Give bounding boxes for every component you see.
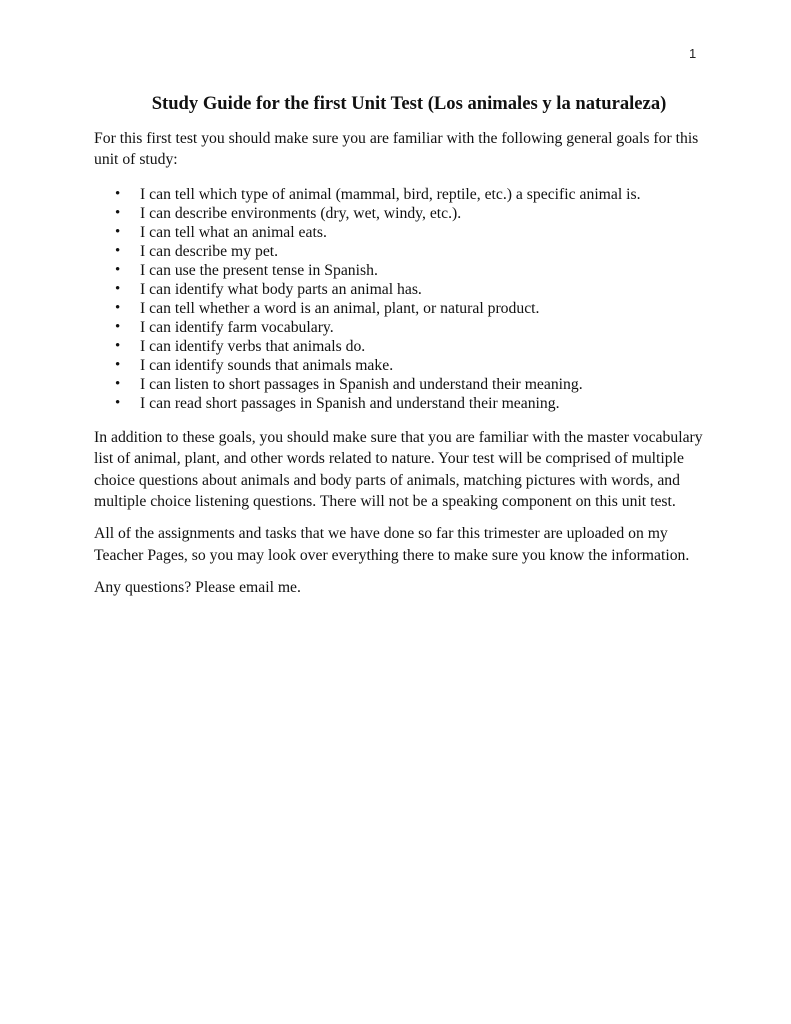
bullet-icon: • (115, 223, 121, 240)
goal-text: I can listen to short passages in Spanish and understand their meaning. (140, 375, 583, 393)
goal-text: I can tell whether a word is an animal, plant, or natural product. (140, 299, 540, 317)
intro-paragraph: For this first test you should make sure you are familiar with the following general goals for this unit of study: (94, 130, 699, 169)
bullet-icon: • (115, 394, 121, 411)
bullet-icon: • (115, 242, 121, 259)
goal-item (94, 318, 704, 337)
document-title: Study Guide for the first Unit Test (Los animales y la naturaleza) (151, 93, 667, 114)
goal-item (94, 204, 704, 223)
goal-text: I can identify farm vocabulary. (140, 318, 334, 336)
goal-text: I can tell which type of animal (mammal, bird, reptile, etc.) a specific animal is. (140, 185, 641, 203)
bullet-icon: • (115, 299, 121, 316)
goal-text: I can describe my pet. (140, 242, 279, 260)
goal-item (94, 375, 704, 394)
goal-text: I can identify what body parts an animal has. (140, 280, 422, 298)
goal-text: I can identify verbs that animals do. (140, 337, 366, 355)
goal-item (94, 356, 704, 375)
goal-text: I can use the present tense in Spanish. (140, 261, 378, 279)
goal-item (94, 185, 704, 204)
bullet-icon: • (115, 375, 121, 392)
vocabulary-paragraph: In addition to these goals, you should make sure that you are familiar with the master vocabulary list of animal, plant, and other words related to nature. Your test will be comprised of multiple choice questions about animals and body parts of animals, matching pictures with words, and multiple choice listening questions. There will not be a speaking component on this unit test. (94, 428, 703, 511)
goal-text: I can tell what an animal eats. (140, 223, 327, 241)
bullet-icon: • (115, 204, 121, 221)
goal-text: I can identify sounds that animals make. (140, 356, 394, 374)
goal-item (94, 242, 704, 261)
page-number: 1 (689, 46, 697, 61)
goal-item (94, 261, 704, 280)
goal-item (94, 394, 704, 413)
bullet-icon: • (115, 185, 121, 202)
goal-item (94, 299, 704, 318)
bullet-icon: • (115, 280, 121, 297)
bullet-icon: • (115, 261, 121, 278)
bullet-icon: • (115, 356, 121, 373)
bullet-icon: • (115, 318, 121, 335)
assignments-paragraph: All of the assignments and tasks that we have done so far this trimester are uploaded on my Teacher Pages, so you may look over everything there to make sure you know the information. (94, 525, 690, 564)
bullet-icon: • (115, 337, 121, 354)
document-body (94, 92, 704, 599)
goal-item (94, 280, 704, 299)
closing-paragraph: Any questions? Please email me. (94, 579, 301, 597)
goal-text: I can describe environments (dry, wet, windy, etc.). (140, 204, 462, 222)
goal-text: I can read short passages in Spanish and understand their meaning. (140, 394, 560, 412)
goal-item (94, 223, 704, 242)
goals-list (94, 185, 704, 413)
goal-item (94, 337, 704, 356)
